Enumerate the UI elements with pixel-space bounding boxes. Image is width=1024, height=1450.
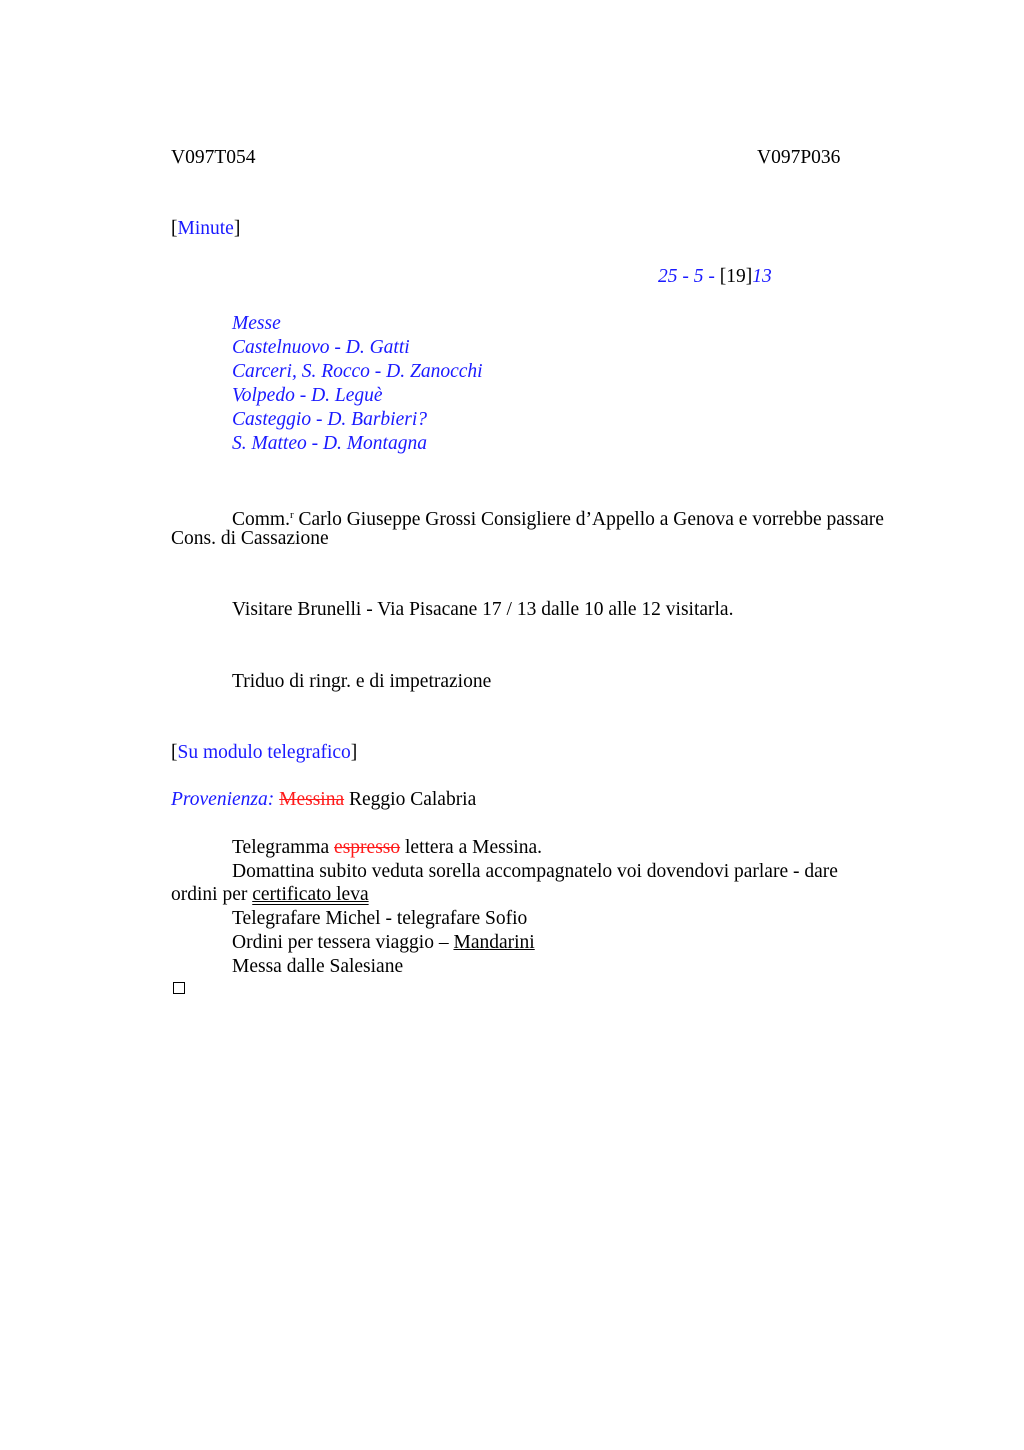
date-month: 5	[693, 266, 704, 287]
comm-paragraph-line2: Cons. di Cassazione	[171, 528, 329, 549]
date-day: 25	[658, 266, 678, 287]
messe-item: Volpedo - D. Leguè	[232, 385, 383, 406]
underlined-text: Mandarini	[453, 932, 535, 953]
struck-text: Messina	[279, 789, 345, 810]
comm-paragraph-line1: Comm.$^r$ Carlo Giuseppe Grossi Consigliere d’Appello a Genova e vorrebbe passare	[232, 509, 884, 530]
triduo-paragraph: Triduo di ringr. e di impetrazione	[232, 671, 492, 692]
messe-item: Carceri, S. Rocco - D. Zanocchi	[232, 361, 483, 382]
document-code-left: V097T054	[171, 147, 256, 168]
document-date: 25 - 5 - [19]13	[658, 266, 772, 287]
messe-item: Casteggio - D. Barbieri?	[232, 409, 427, 430]
minute-label-text: Minute	[177, 218, 234, 239]
date-year: 13	[752, 266, 772, 287]
telegram-line: Telegramma espresso lettera a Messina.	[232, 837, 542, 858]
messe-item: S. Matteo - D. Montagna	[232, 433, 427, 454]
telegram-line: Messa dalle Salesiane	[232, 956, 404, 977]
provenienza-value: Reggio Calabria	[344, 789, 477, 810]
visitare-paragraph: Visitare Brunelli - Via Pisacane 17 / 13 dalle 10 alle 12 visitarla.	[232, 599, 734, 620]
telegram-line: ordini per certificato leva	[171, 884, 369, 905]
double-underlined-text: certificato leva	[252, 884, 369, 905]
provenienza-label: Provenienza:	[171, 789, 275, 810]
telegram-line: Domattina subito veduta sorella accompagnatelo voi dovendovi parlare - dare	[232, 861, 838, 882]
minute-label: [Minute]	[171, 218, 241, 239]
end-marker-square-icon	[173, 982, 185, 994]
messe-heading: Messe	[232, 313, 281, 334]
modulo-label: [Su modulo telegrafico]	[171, 742, 358, 763]
document-code-right: V097P036	[757, 147, 841, 168]
messe-item: Castelnuovo - D. Gatti	[232, 337, 410, 358]
struck-text: espresso	[334, 837, 401, 858]
telegram-line: Ordini per tessera viaggio – Mandarini	[232, 932, 535, 953]
modulo-label-text: Su modulo telegrafico	[177, 742, 351, 763]
date-century: [19]	[719, 266, 753, 287]
provenienza-line	[171, 788, 476, 812]
telegram-line: Telegrafare Michel - telegrafare Sofio	[232, 908, 528, 929]
